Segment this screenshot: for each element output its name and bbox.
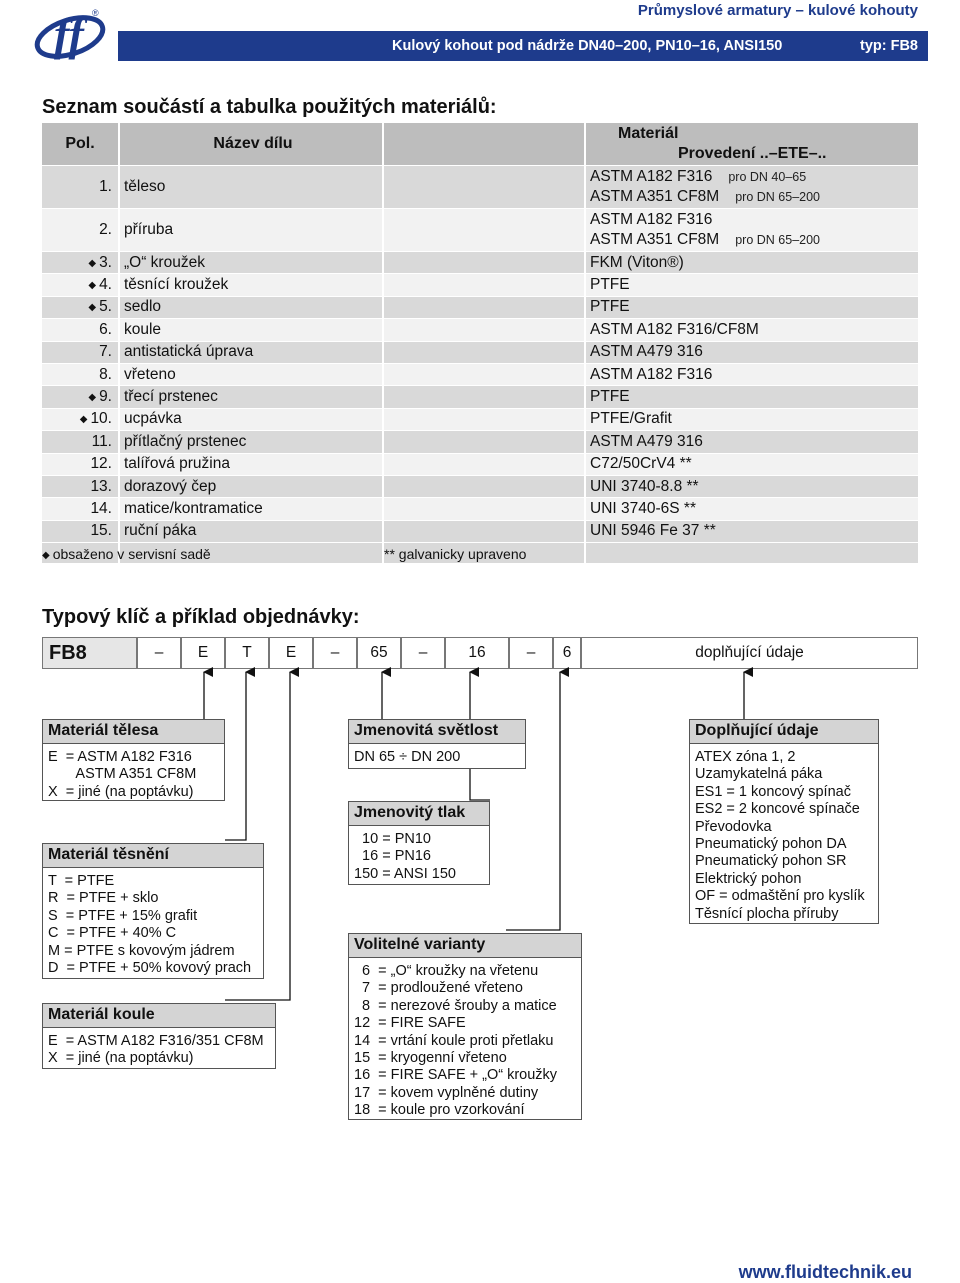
box-dn-title: Jmenovitá světlost: [349, 720, 525, 744]
part-name: třecí prstenec: [119, 386, 383, 408]
box-body-title: Materiál tělesa: [43, 720, 224, 744]
part-name: vřeteno: [119, 363, 383, 385]
diamond-icon: ◆: [79, 414, 88, 426]
material-value: FKM (Viton®): [590, 253, 684, 271]
box-line: DN 65 ÷ DN 200: [354, 749, 461, 765]
key-code-cell: –: [137, 637, 181, 669]
parts-row: [42, 431, 918, 453]
box-line: S = PTFE + 15% grafit: [48, 907, 198, 924]
key-code-cell: –: [509, 637, 553, 669]
box-ball-material: [42, 1003, 276, 1069]
material-value: ASTM A182 F316/CF8M: [590, 320, 759, 338]
key-code-cell: 65: [357, 637, 401, 669]
part-position: ◆ 3.: [42, 252, 119, 274]
part-material: [585, 341, 918, 363]
spacer-cell: [383, 209, 585, 252]
box-body-material: [42, 719, 225, 801]
box-line: 6 = „O“ kroužky na vřetenu: [354, 963, 539, 979]
box-seal-material: [42, 843, 264, 979]
box-line: ATEX zóna 1, 2: [695, 749, 796, 765]
variant-label: Provedení ..–ETE–..: [678, 145, 827, 162]
box-line: Převodovka: [695, 818, 772, 835]
key-code-cell: T: [225, 637, 269, 669]
material-label: Materiál: [618, 125, 679, 142]
material-value: UNI 3740-8.8 **: [590, 477, 699, 495]
col-material-header: [585, 123, 918, 166]
col-pos-header: Pol.: [42, 123, 119, 166]
footer-url-link[interactable]: www.fluidtechnik.eu: [738, 1262, 912, 1282]
box-line: 15 = kryogenní vřeteno: [354, 1050, 507, 1067]
part-name: těsnící kroužek: [119, 274, 383, 296]
spacer-cell: [383, 274, 585, 296]
additional-info-cell: doplňující údaje: [581, 637, 918, 669]
part-name: přítlačný prstenec: [119, 431, 383, 453]
part-name: antistatická úprava: [119, 341, 383, 363]
svg-text:ff: ff: [54, 9, 84, 60]
part-name: ucpávka: [119, 408, 383, 430]
box-nominal-pressure: [348, 801, 490, 885]
box-line: OF = odmaštění pro kyslík: [695, 888, 865, 905]
material-value: ASTM A479 316: [590, 432, 703, 450]
part-position: 1.: [42, 166, 119, 209]
box-opt-title: Volitelné varianty: [349, 934, 581, 958]
parts-row: [42, 319, 918, 341]
spacer-cell: [383, 498, 585, 520]
box-line: ES1 = 1 koncový spínač: [695, 783, 851, 800]
parts-row: [42, 520, 918, 542]
part-name: „O“ kroužek: [119, 252, 383, 274]
parts-row: [42, 209, 918, 252]
parts-row: [42, 475, 918, 497]
spacer-cell: [383, 408, 585, 430]
part-position: ◆ 10.: [42, 408, 119, 430]
box-line: 8 = nerezové šrouby a matice: [354, 997, 557, 1014]
part-position: 2.: [42, 209, 119, 252]
key-code-cell: –: [401, 637, 445, 669]
material-note: pro DN 65–200: [735, 190, 820, 204]
box-line: 18 = koule pro vzorkování: [354, 1102, 525, 1119]
box-line: 12 = FIRE SAFE: [354, 1015, 466, 1032]
part-position: 8.: [42, 363, 119, 385]
key-code-cell: E: [269, 637, 313, 669]
parts-table: [42, 123, 918, 564]
arrow-seal: [225, 672, 246, 840]
material-value: UNI 5946 Fe 37 **: [590, 522, 716, 540]
key-code-cell: –: [313, 637, 357, 669]
part-name: dorazový čep: [119, 475, 383, 497]
key-code-cell: 16: [445, 637, 509, 669]
box-additional-info: [689, 719, 879, 924]
box-seal-title: Materiál těsnění: [43, 844, 263, 868]
parts-row: [42, 386, 918, 408]
part-name: matice/kontramatice: [119, 498, 383, 520]
part-position: 13.: [42, 475, 119, 497]
part-material: [585, 252, 918, 274]
material-value: UNI 3740-6S **: [590, 499, 696, 517]
parts-heading: Seznam součástí a tabulka použitých materiálů:: [42, 96, 497, 118]
note-service-kit: ◆ obsaženo v servisní sadě: [42, 546, 211, 562]
box-line: E = ASTM A182 F316: [48, 749, 192, 765]
part-material: [585, 166, 918, 209]
box-line: 16 = FIRE SAFE + „O“ kroužky: [354, 1067, 558, 1084]
part-name: koule: [119, 319, 383, 341]
type-key-row: [42, 637, 918, 671]
material-note: pro DN 40–65: [728, 170, 807, 184]
box-line: Pneumatický pohon DA: [695, 836, 847, 853]
material-note: pro DN 65–200: [735, 233, 820, 247]
spacer-cell: [383, 252, 585, 274]
parts-row: [42, 296, 918, 318]
part-position: ◆ 5.: [42, 296, 119, 318]
part-material: [585, 408, 918, 430]
box-extra-title: Doplňující údaje: [690, 720, 878, 744]
box-line: R = PTFE + sklo: [48, 890, 159, 907]
diamond-icon: ◆: [88, 392, 97, 404]
material-value: ASTM A182 F316: [590, 365, 713, 383]
box-nominal-size: [348, 719, 526, 769]
parts-row: [42, 274, 918, 296]
box-line: T = PTFE: [48, 873, 115, 889]
part-position: 11.: [42, 431, 119, 453]
type-code-cell: FB8: [42, 637, 137, 669]
part-material: [585, 475, 918, 497]
key-code-cell: E: [181, 637, 225, 669]
spacer-cell: [383, 363, 585, 385]
part-material: [585, 453, 918, 475]
box-line: 150 = ANSI 150: [354, 865, 456, 882]
header-title: Kulový kohout pod nádrže DN40–200, PN10–16, ANSI150: [392, 38, 783, 54]
spacer-cell: [383, 296, 585, 318]
box-line: 16 = PN16: [354, 848, 431, 865]
part-name: těleso: [119, 166, 383, 209]
box-line: X = jiné (na poptávku): [48, 783, 194, 800]
box-line: 10 = PN10: [354, 831, 431, 847]
key-code-cell: 6: [553, 637, 581, 669]
spacer-cell: [383, 166, 585, 209]
spacer-cell: [383, 520, 585, 542]
material-value: PTFE/Grafit: [590, 410, 672, 428]
part-material: [585, 431, 918, 453]
part-material: [585, 274, 918, 296]
part-material: [585, 386, 918, 408]
material-value: ASTM A351 CF8M: [590, 188, 720, 205]
part-position: ◆ 9.: [42, 386, 119, 408]
header-category: Průmyslové armatury – kulové kohouty: [637, 2, 918, 19]
box-line: D = PTFE + 50% kovový prach: [48, 960, 252, 977]
header-type: typ: FB8: [860, 38, 918, 54]
box-line: Elektrický pohon: [695, 870, 802, 887]
material-value: ASTM A351 CF8M: [590, 231, 720, 248]
box-line: Pneumatický pohon SR: [695, 853, 847, 870]
spacer-cell: [383, 341, 585, 363]
diamond-icon: ◆: [88, 257, 97, 269]
part-material: [585, 209, 918, 252]
parts-row: [42, 453, 918, 475]
part-name: talířová pružina: [119, 453, 383, 475]
part-position: 15.: [42, 520, 119, 542]
material-value: PTFE: [590, 388, 630, 406]
spacer-cell: [383, 475, 585, 497]
box-line: Těsnící plocha příruby: [695, 905, 839, 922]
svg-text:®: ®: [92, 8, 99, 18]
part-name: sedlo: [119, 296, 383, 318]
spacer-cell: [383, 431, 585, 453]
box-line: E = ASTM A182 F316/351 CF8M: [48, 1033, 264, 1049]
material-value: ASTM A182 F316: [590, 168, 713, 185]
col-name-header: Název dílu: [119, 123, 383, 166]
box-line: X = jiné (na poptávku): [48, 1050, 194, 1067]
part-material: [585, 319, 918, 341]
diamond-icon: ◆: [88, 280, 97, 292]
diamond-icon: ◆: [88, 302, 97, 314]
key-heading: Typový klíč a příklad objednávky:: [42, 606, 360, 628]
part-name: příruba: [119, 209, 383, 252]
box-pn-title: Jmenovitý tlak: [349, 802, 489, 826]
box-line: M = PTFE s kovovým jádrem: [48, 942, 235, 959]
box-optional-variants: [348, 933, 582, 1120]
part-material: [585, 296, 918, 318]
box-ball-title: Materiál koule: [43, 1004, 275, 1028]
note-galvanized: ** galvanicky upraveno: [384, 546, 527, 562]
box-line: C = PTFE + 40% C: [48, 925, 177, 942]
box-line: 7 = prodloužené vřeteno: [354, 980, 523, 997]
box-line: ES2 = 2 koncové spínače: [695, 801, 860, 818]
material-value: ASTM A182 F316: [590, 211, 713, 228]
material-value: ASTM A479 316: [590, 343, 703, 361]
parts-row: [42, 341, 918, 363]
part-material: [585, 498, 918, 520]
parts-row: [42, 166, 918, 209]
material-value: C72/50CrV4 **: [590, 455, 692, 473]
parts-row: [42, 408, 918, 430]
box-line: 14 = vrtání koule proti přetlaku: [354, 1032, 554, 1049]
arrow-opt: [506, 672, 560, 930]
box-line: 17 = kovem vyplněné dutiny: [354, 1084, 539, 1101]
box-line: ASTM A351 CF8M: [48, 766, 197, 783]
spacer-cell: [383, 453, 585, 475]
part-position: 7.: [42, 341, 119, 363]
fluidtechnik-ff-logo-icon: [34, 4, 110, 62]
part-material: [585, 520, 918, 542]
part-position: ◆ 4.: [42, 274, 119, 296]
spacer-cell: [383, 386, 585, 408]
part-position: 14.: [42, 498, 119, 520]
spacer-cell: [383, 319, 585, 341]
part-position: 12.: [42, 453, 119, 475]
parts-table-header: [42, 123, 918, 166]
part-name: ruční páka: [119, 520, 383, 542]
parts-row: [42, 363, 918, 385]
material-value: PTFE: [590, 298, 630, 316]
parts-row: [42, 498, 918, 520]
header-band: [118, 31, 928, 61]
material-value: PTFE: [590, 276, 630, 294]
diamond-icon: ◆: [42, 550, 50, 561]
parts-row: [42, 252, 918, 274]
box-line: Uzamykatelná páka: [695, 766, 823, 783]
part-position: 6.: [42, 319, 119, 341]
part-material: [585, 363, 918, 385]
